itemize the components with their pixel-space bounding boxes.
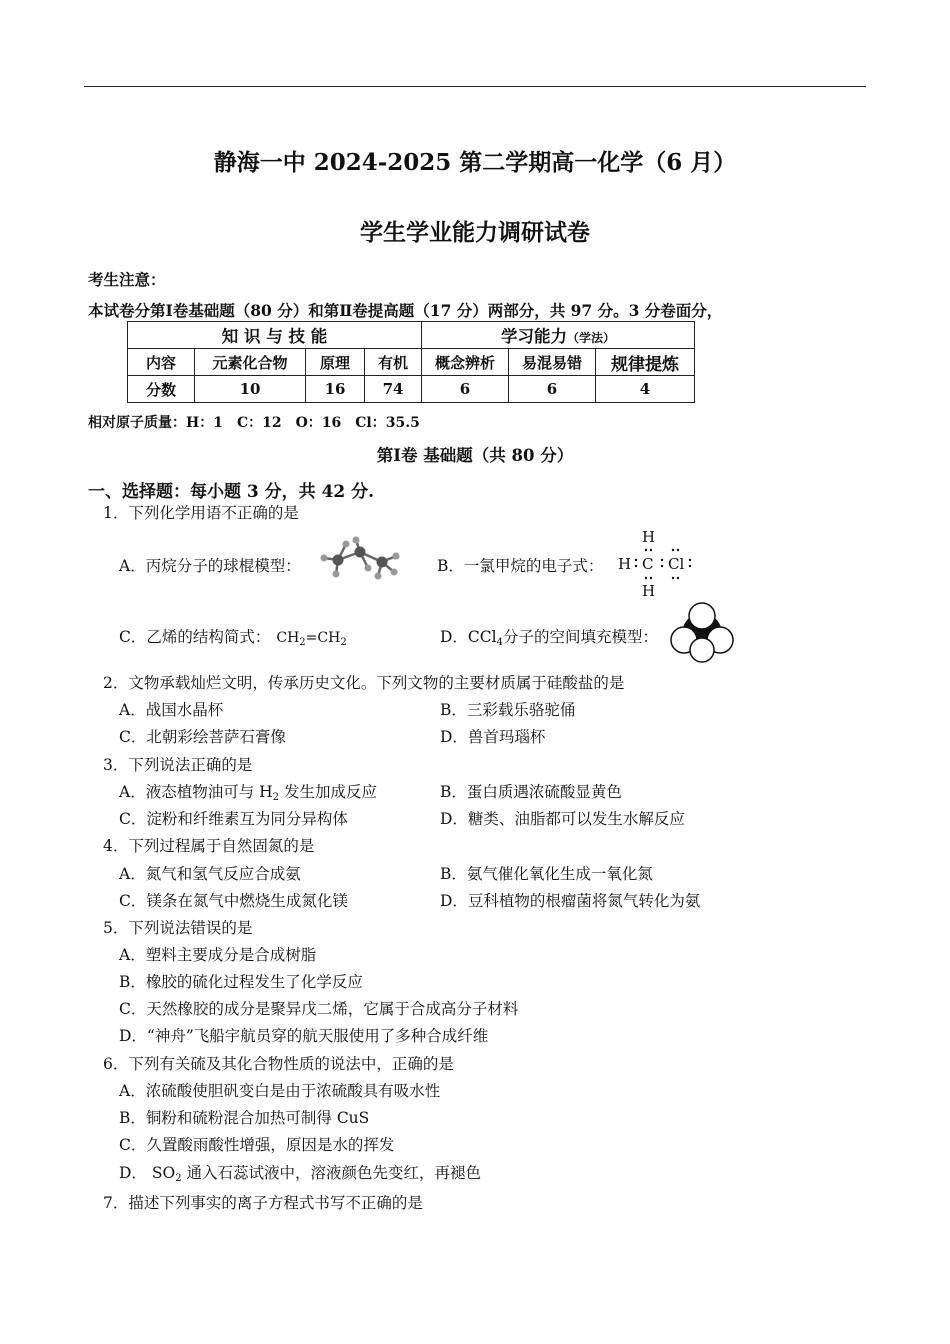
group-ability: 学习能力（学法） xyxy=(422,322,695,349)
option-c: C．北朝彩绘菩萨石膏像 xyxy=(119,728,286,746)
option-d: D． $SO_2$ 通入石蕊试液中，溶液颜色先变红，再褪色 xyxy=(119,1164,481,1184)
notice-text: 本试卷分第Ⅰ卷基础题（80 分）和第Ⅱ卷提高题（17 分）两部分，共 97 分。3 分卷面分， xyxy=(88,301,723,320)
option-b: B．三彩载乐骆驼俑 xyxy=(440,701,576,719)
option-c: C．镁条在氮气中燃烧生成氮化镁 xyxy=(119,892,348,910)
propane-ball-stick-model xyxy=(316,538,406,582)
option-d: D．“神舟”飞船宇航员穿的航天服使用了多种合成纤维 xyxy=(119,1027,489,1045)
option-c: C．久置酸雨酸性增强，原因是水的挥发 xyxy=(119,1136,395,1154)
question-stem: 2．文物承载灿烂文明，传承历史文化。下列文物的主要材质属于硅酸盐的是 xyxy=(103,674,625,692)
col-label: 原理 xyxy=(306,349,365,376)
question-stem: 1．下列化学用语不正确的是 xyxy=(103,504,299,522)
question-stem: 3．下列说法正确的是 xyxy=(103,756,253,774)
option-a: A．液态植物油可与 $H_2$ 发生加成反应 xyxy=(119,783,377,803)
ccl4-space-filling-model xyxy=(670,602,734,664)
option-d: D．豆科植物的根瘤菌将氮气转化为氨 xyxy=(440,892,701,910)
notice-label: 考生注意： xyxy=(88,270,166,289)
part-title: 一、选择题：每小题 3 分，共 42 分. xyxy=(88,482,375,502)
score-cell: 4 xyxy=(596,376,695,403)
question-stem: 4．下列过程属于自然固氮的是 xyxy=(103,837,315,855)
option-c: C．天然橡胶的成分是聚异戊二烯，它属于合成高分子材料 xyxy=(119,1000,519,1018)
col-label: 有机 xyxy=(365,349,422,376)
col-label: 元素化合物 xyxy=(195,349,306,376)
score-cell: 6 xyxy=(509,376,596,403)
header-rule xyxy=(84,86,866,87)
option-a: A．丙烷分子的球棍模型： xyxy=(119,557,301,575)
option-d: D．兽首玛瑙杯 xyxy=(440,728,546,746)
score-cell: 16 xyxy=(306,376,365,403)
option-a: A．塑料主要成分是合成树脂 xyxy=(119,946,317,964)
option-d: D．CCl$_4$分子的空间填充模型： xyxy=(440,628,658,648)
row-content-label: 内容 xyxy=(128,349,195,376)
option-d: D．糖类、油脂都可以发生水解反应 xyxy=(440,810,685,828)
option-b: B．氨气催化氧化生成一氧化氮 xyxy=(440,865,653,883)
row-score-label: 分数 xyxy=(128,376,195,403)
question-stem: 5．下列说法错误的是 xyxy=(103,919,253,937)
section-title: 第Ⅰ卷 基础题（共 80 分） xyxy=(376,446,574,465)
option-b: B．蛋白质遇浓硫酸显黄色 xyxy=(440,783,622,801)
option-c: C．乙烯的结构简式： $CH_2=CH_2$ xyxy=(119,628,347,648)
score-table xyxy=(127,321,695,403)
col-label: 概念辨析 xyxy=(422,349,509,376)
option-a: A．战国水晶杯 xyxy=(119,701,224,719)
chloromethane-electron-formula: H H C Cl H xyxy=(614,528,698,600)
option-a: A．氮气和氢气反应合成氨 xyxy=(119,865,301,883)
exam-title: 静海一中 2024-2025 第二学期高一化学（6 月） xyxy=(213,149,737,176)
question-stem: 6．下列有关硫及其化合物性质的说法中，正确的是 xyxy=(103,1055,454,1073)
score-cell: 10 xyxy=(195,376,306,403)
option-c: C．淀粉和纤维素互为同分异构体 xyxy=(119,810,348,828)
score-cell: 6 xyxy=(422,376,509,403)
group-knowledge: 知 识 与 技 能 xyxy=(128,322,422,349)
option-b: B．铜粉和硫粉混合加热可制得 CuS xyxy=(119,1109,370,1127)
col-label: 易混易错 xyxy=(509,349,596,376)
option-a: A．浓硫酸使胆矾变白是由于浓硫酸具有吸水性 xyxy=(119,1082,441,1100)
option-b: B．橡胶的硫化过程发生了化学反应 xyxy=(119,973,363,991)
question-stem: 7．描述下列事实的离子方程式书写不正确的是 xyxy=(103,1194,423,1212)
col-label: 规律提炼 xyxy=(596,349,695,376)
score-cell: 74 xyxy=(365,376,422,403)
exam-subtitle: 学生学业能力调研试卷 xyxy=(360,219,590,246)
option-b: B．一氯甲烷的电子式： xyxy=(437,557,604,575)
atomic-mass-line: 相对原子质量：H：1 C：12 O：16 Cl：35.5 xyxy=(88,415,420,431)
